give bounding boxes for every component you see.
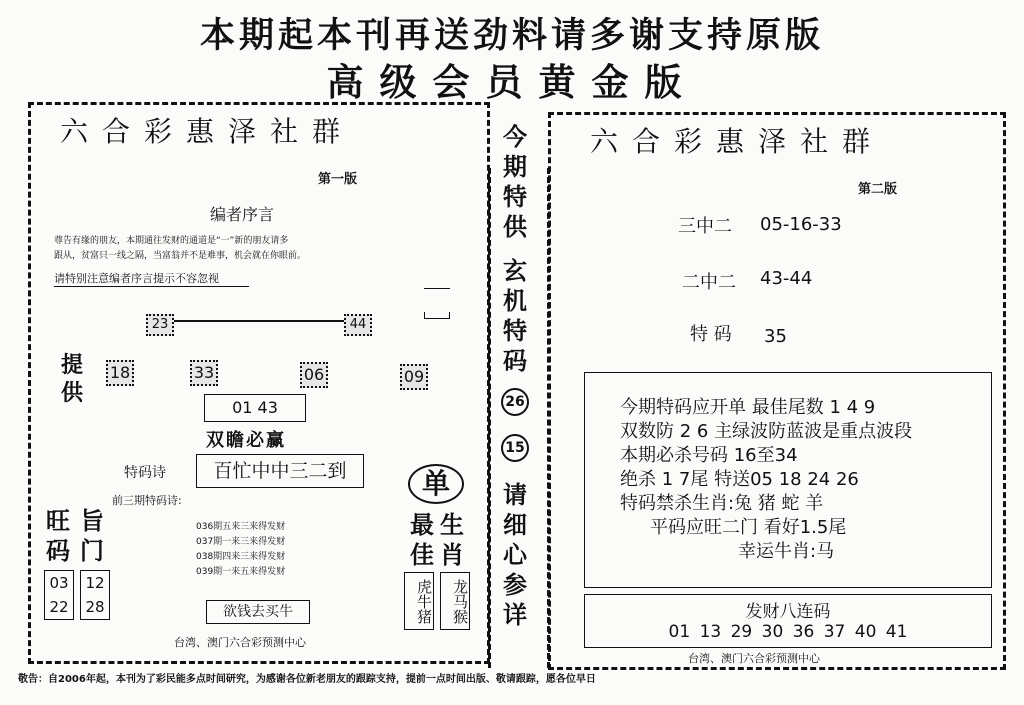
two-two-value: 43-44 [760,268,813,289]
eight-numbers-title: 发财八连码 [745,602,831,622]
best-label: 最佳 [410,511,434,569]
range-line [172,320,348,322]
pair-numbers-box: 01 43 [204,394,306,422]
left-footer: 台湾、澳门六合彩预测中心 [174,636,306,649]
previous-poem-item: 036期五来三来得发财 [196,522,286,532]
zodiac-right-box: 龙马猴 [440,572,470,630]
provide-number: 18 [106,360,134,386]
three-two-label: 三中二 [678,216,732,237]
eight-numbers-value: 01 13 29 30 36 37 40 41 [668,622,908,642]
provide-number: 06 [300,362,328,388]
wang-label: 旺码 [46,507,70,565]
range-bar [146,314,370,332]
middle-number-circle: 26 [501,388,529,416]
wang-number: 03 [49,574,69,592]
info-line: 幸运牛肖:马 [738,541,835,562]
slogan-text: 双瞻必赢 [206,430,286,451]
middle-top-text: 今期特供 [503,123,527,241]
right-footer: 台湾、澳门六合彩预测中心 [688,652,820,665]
provide-label: 提供 [60,353,83,406]
three-two-value: 05-16-33 [760,214,842,235]
buy-slogan-box: 欲钱去买牛 [206,600,310,624]
dan-circle: 单 [408,464,464,504]
left-edition-label: 第一版 [318,172,358,187]
previous-poem-item: 037期一来三来得发财 [196,537,286,547]
middle-number-circle: 15 [501,434,529,462]
preface-text [54,234,434,264]
wang-number: 22 [49,598,69,616]
info-line: 平码应旺二门 看好1.5尾 [650,517,847,538]
range-end-number: 44 [344,314,372,336]
decorative-line [424,288,450,289]
special-value: 35 [764,326,787,347]
provide-number: 33 [190,360,218,386]
header-line-1: 本期起本刊再送劲料请多谢支持原版 [199,16,824,56]
right-panel-title: 六合彩惠泽社群 [590,125,885,158]
previous-poem-item: 038期四来三来得发财 [196,552,286,562]
right-edition-label: 第二版 [858,182,898,197]
preface-line: 尊告有缘的朋友，本期通往发财的通道是“一”新的朋友请多 [54,236,289,246]
info-line: 本期必杀号码 16至34 [620,445,798,466]
poem-box: 百忙中中三二到 [196,454,364,488]
eight-numbers-box [584,594,992,648]
info-line: 今期特码应开单 最佳尾数 1 4 9 [620,397,876,418]
previous-poem-label: 前三期特码诗: [112,494,182,507]
provide-number: 09 [400,364,428,390]
wang-numbers-box [44,570,74,620]
door-label: 旨门 [80,507,104,565]
info-line: 特码禁杀生肖:兔 猪 蛇 羊 [620,493,824,514]
door-numbers-box [80,570,110,620]
info-line: 双数防 2 6 主绿波防蓝波是重点波段 [620,421,913,442]
bottom-notice: 敬告：自2006年起，本刊为了彩民能多点时间研究，为感谢各位新老朋友的跟踪支持，提前一点时间出版、敬请跟踪，愿各位早日 [18,674,596,685]
preface-title: 编者序言 [210,205,275,224]
range-start-number: 23 [146,314,174,336]
door-number: 12 [85,574,105,592]
middle-bottom-text: 请细心参详 [503,481,527,629]
sheng-label: 生肖 [440,511,464,569]
info-line: 绝杀 1 7尾 特送05 18 24 26 [620,469,859,490]
preface-line: 跟从，贫富只一线之隔，当富翁并不是难事，机会就在你眼前。 [54,251,307,261]
zodiac-left-box: 虎牛猪 [404,572,434,630]
special-label: 特 码 [690,324,732,345]
previous-poem-list [196,520,285,580]
header-line-2: 高级会员黄金版 [326,61,698,104]
decorative-bracket [424,312,450,319]
middle-mystery-text: 玄机特码 [503,257,527,375]
two-two-label: 二中二 [682,272,736,293]
left-panel-title: 六合彩惠泽社群 [60,115,355,148]
previous-poem-item: 039期一来五来得发财 [196,567,286,577]
middle-numbers [496,386,534,464]
poem-label: 特码诗 [124,465,166,481]
preface-notice: 请特别注意编者序言提示不容忽视 [54,270,249,287]
info-lines [620,396,912,564]
door-number: 28 [85,598,105,616]
